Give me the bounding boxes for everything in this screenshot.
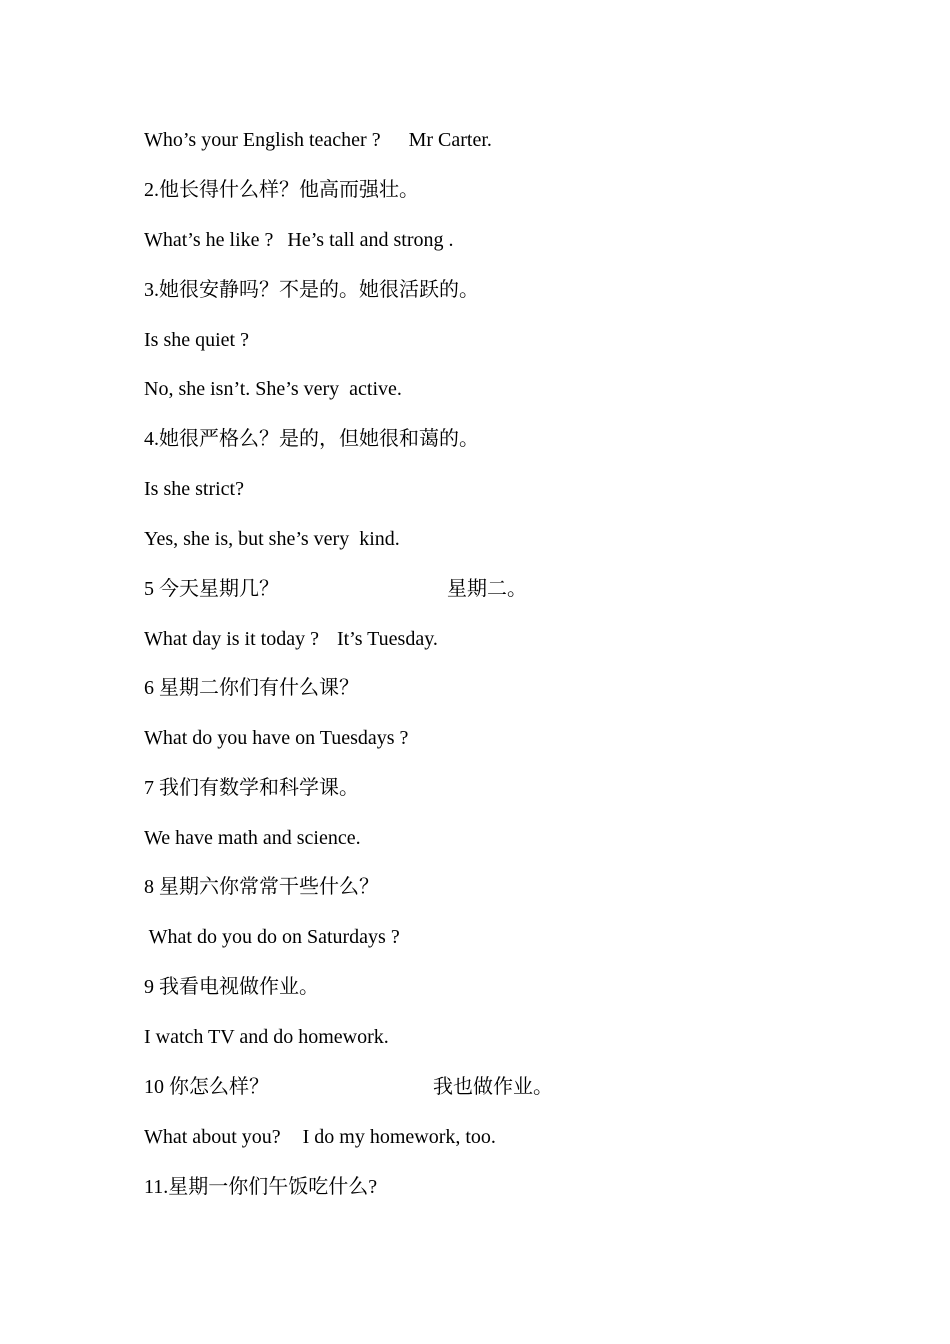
- answer-text: I watch TV and do homework.: [144, 1026, 389, 1048]
- answer-text: 我也做作业。: [433, 1076, 553, 1098]
- answer-text: Yes, she is, but she’s very kind.: [144, 528, 400, 550]
- text-line-11: [144, 624, 438, 654]
- text-line-21: [144, 1122, 496, 1152]
- answer-text: I do my homework, too.: [302, 1126, 496, 1148]
- question-text: What about you?: [144, 1126, 281, 1148]
- answer-text: 星期二。: [447, 578, 527, 600]
- text-line-13: [144, 723, 408, 753]
- text-line-9: [144, 524, 400, 554]
- question-text: What do you do on Saturdays ?: [144, 926, 400, 948]
- question-text: What’s he like ?: [144, 229, 274, 251]
- text-line-17: [144, 922, 400, 952]
- text-line-4: [144, 275, 479, 305]
- question-text: Is she strict?: [144, 478, 244, 500]
- text-line-2: [144, 175, 419, 205]
- question-text: 11.星期一你们午饭吃什么?: [144, 1176, 378, 1198]
- question-text: Who’s your English teacher ?: [144, 129, 381, 151]
- question-text: 8 星期六你常常干些什么？: [144, 876, 379, 898]
- answer-text: We have math and science.: [144, 827, 361, 849]
- question-text: 4.她很严格么？是的，但她很和蔼的。: [144, 428, 479, 450]
- text-line-1: [144, 125, 492, 155]
- text-line-15: [144, 823, 361, 853]
- text-line-14: [144, 773, 359, 803]
- text-line-22: [144, 1172, 377, 1202]
- text-line-3: [144, 225, 454, 255]
- question-text: Is she quiet ?: [144, 329, 249, 351]
- question-text: 10 你怎么样？: [144, 1076, 269, 1098]
- question-text: What do you have on Tuesdays ?: [144, 727, 409, 749]
- text-line-18: [144, 972, 319, 1002]
- question-text: 5 今天星期几？: [144, 578, 279, 600]
- text-line-7: [144, 424, 479, 454]
- text-line-10: [144, 574, 527, 604]
- question-text: 3.她很安静吗？不是的。她很活跃的。: [144, 279, 479, 301]
- question-text: What day is it today ?: [144, 628, 319, 650]
- answer-text: Mr Carter.: [408, 129, 492, 151]
- answer-text: 7 我们有数学和科学课。: [144, 777, 359, 799]
- text-line-19: [144, 1022, 389, 1052]
- answer-text: It’s Tuesday.: [336, 628, 438, 650]
- text-line-5: [144, 325, 249, 355]
- text-line-8: [144, 474, 244, 504]
- answer-text: 9 我看电视做作业。: [144, 976, 319, 998]
- text-line-20: [144, 1072, 553, 1102]
- question-text: 2.他长得什么样？他高而强壮。: [144, 179, 419, 201]
- answer-text: He’s tall and strong .: [287, 229, 454, 251]
- answer-text: No, she isn’t. She’s very active.: [144, 378, 402, 400]
- text-line-6: [144, 374, 402, 404]
- text-line-12: [144, 673, 359, 703]
- question-text: 6 星期二你们有什么课？: [144, 677, 359, 699]
- text-line-16: [144, 872, 379, 902]
